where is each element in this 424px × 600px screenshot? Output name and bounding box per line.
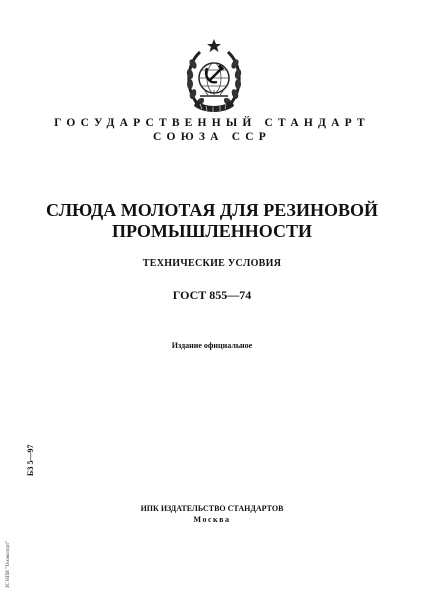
ussr-emblem-icon: [182, 38, 246, 114]
document-subtitle: ТЕХНИЧЕСКИЕ УСЛОВИЯ: [142, 258, 282, 269]
side-catalog-code: БЗ 5—97: [26, 444, 35, 476]
document-title-line-1: СЛЮДА МОЛОТАЯ ДЛЯ РЕЗИНОВОЙ: [46, 200, 378, 220]
edition-note: Издание официальное: [171, 341, 253, 350]
document-title-line-2: ПРОМЫШЛЕННОСТИ: [112, 221, 312, 241]
publisher-city: Москва: [193, 515, 231, 524]
organization-country: СОЮЗА ССР: [153, 131, 271, 143]
side-copyright-note: ЗС НПИ "Техэкспорт": [6, 540, 11, 588]
publisher-name: ИПК ИЗДАТЕЛЬСТВО СТАНДАРТОВ: [140, 504, 284, 513]
organization-name: ГОСУДАРСТВЕННЫЙ СТАНДАРТ: [54, 117, 370, 129]
standard-number: ГОСТ 855—74: [172, 288, 252, 302]
document-title: [0, 200, 424, 242]
